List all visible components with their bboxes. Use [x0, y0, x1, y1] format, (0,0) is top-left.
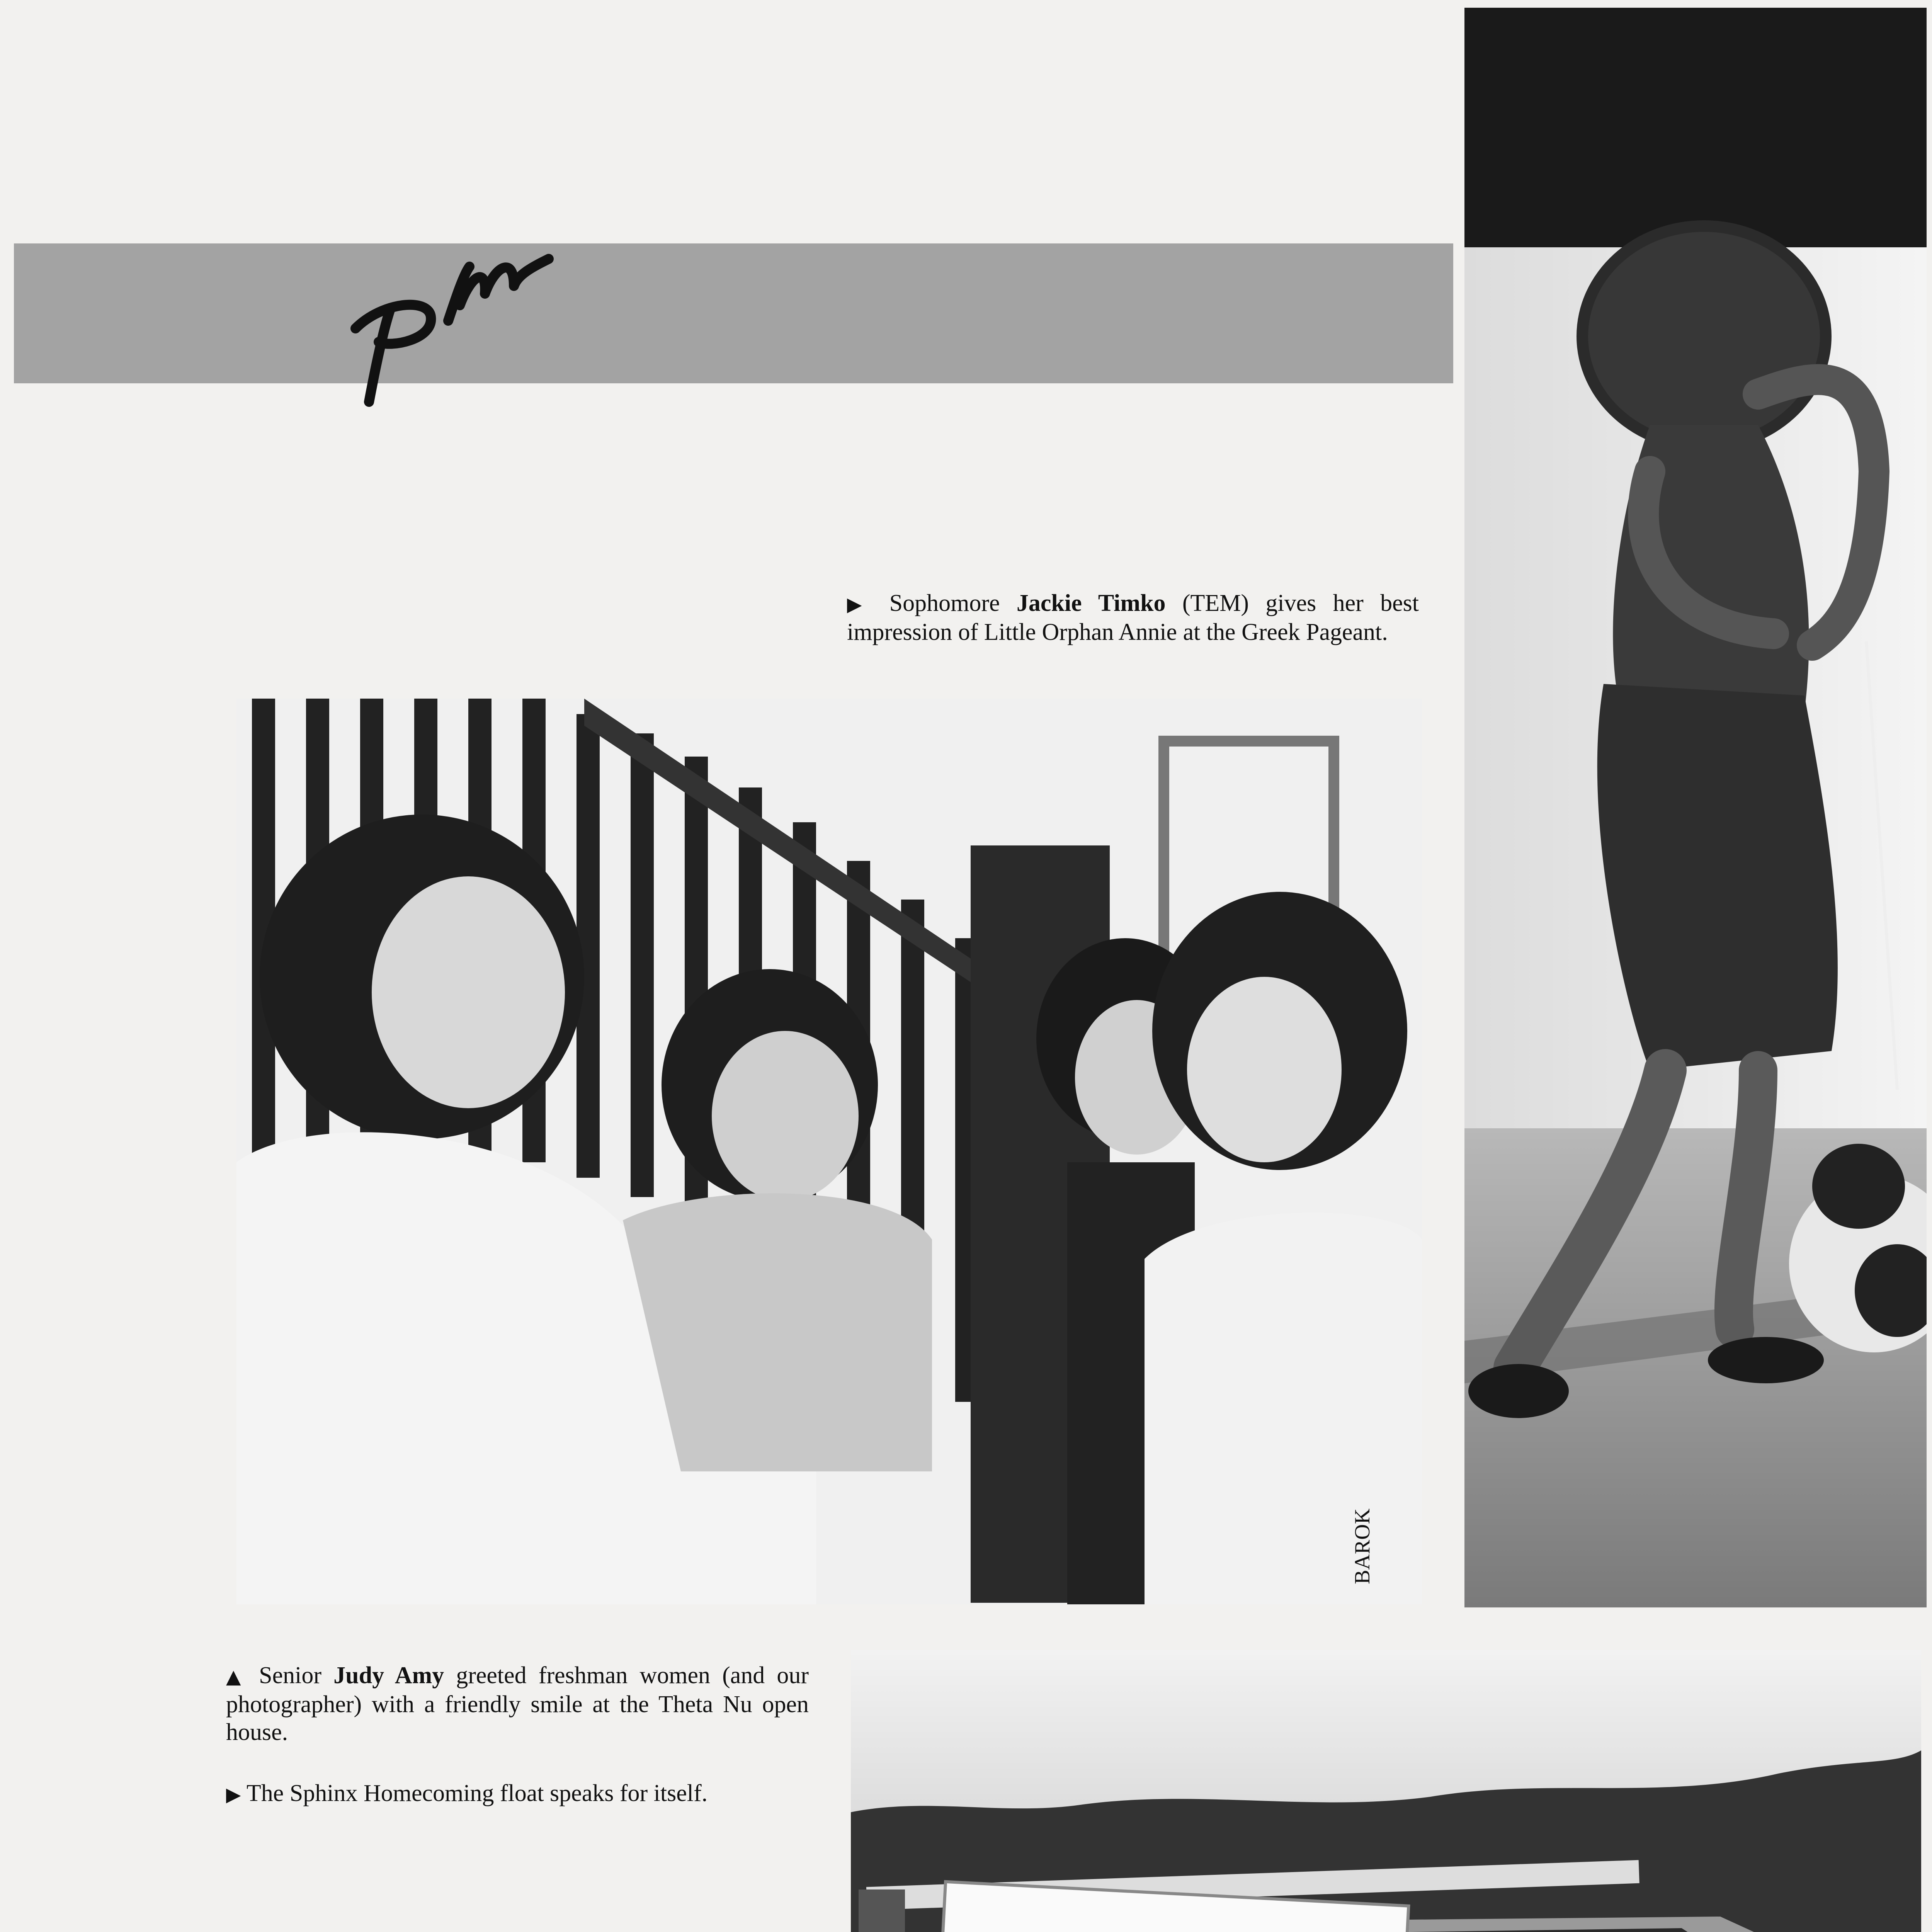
caption-amy-post: greeted freshman women (and our photographer) with a friendly smile at the Theta Nu open house. — [226, 1662, 809, 1745]
script-title — [332, 232, 564, 410]
caption-judy-amy — [226, 1662, 809, 1746]
caption-timko-name: Jackie Timko — [1016, 590, 1166, 616]
right-arrow-icon: ▶ — [847, 593, 873, 616]
caption-sphinx-float — [226, 1779, 809, 1808]
header-band — [14, 243, 1453, 383]
right-arrow-icon: ▶ — [226, 1783, 241, 1806]
up-arrow-icon: ▲ — [226, 1665, 247, 1688]
photo-theta-nu-open-house — [236, 699, 1422, 1604]
caption-sphinx-text: The Sphinx Homecoming float speaks for itself. — [246, 1780, 708, 1806]
photo-credit: BAROK — [1350, 1508, 1374, 1584]
photo-sphinx-homecoming-float — [851, 1650, 1921, 1932]
caption-timko-pre: Sophomore — [889, 590, 1017, 616]
caption-jackie-timko — [847, 589, 1419, 646]
caption-amy-pre: Senior — [259, 1662, 334, 1689]
caption-amy-name: Judy Amy — [333, 1662, 444, 1689]
photo-greek-pageant — [1464, 8, 1927, 1607]
caption-timko-post: (TEM) gives her best impression of Little Orphan Annie at the Greek Pageant. — [847, 590, 1419, 645]
